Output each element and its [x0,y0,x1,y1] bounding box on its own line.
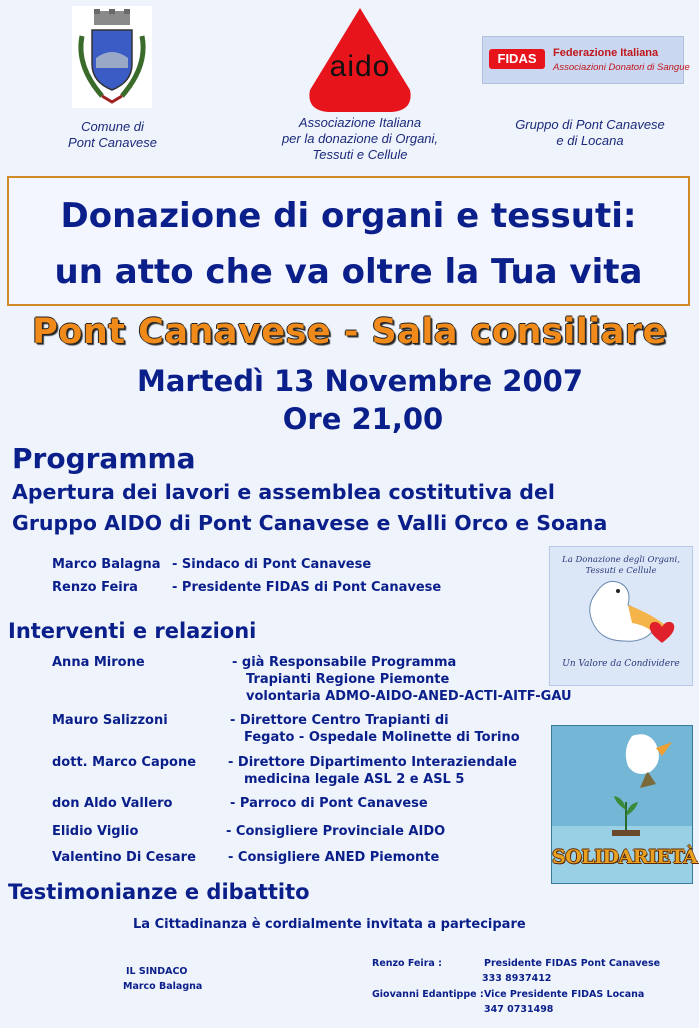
invito-text: La Cittadinanza è cordialmente invitata a partecipare [133,917,526,932]
org-left-line2: Pont Canavese [68,135,157,150]
speaker-role2-0: Trapianti Regione Piemonte [246,672,450,687]
event-time: Ore 21,00 [282,402,444,436]
programma-line2: Gruppo AIDO di Pont Canavese e Valli Orco e Soana [12,511,608,535]
fidas-badge: FIDAS [489,49,545,69]
org-right-line2: e di Locana [556,133,624,148]
crest-icon [72,6,152,108]
programma-heading: Programma [12,442,196,475]
opening-name-0: Marco Balagna [52,557,161,572]
speaker-role2-2: medicina legale ASL 2 e ASL 5 [244,772,465,787]
speaker-name-3: don Aldo Vallero [52,796,173,811]
poster-solidarieta [551,725,698,884]
sindaco-name: Marco Balagna [123,981,203,992]
speaker-role1-5: - Consigliere ANED Piemonte [228,850,440,865]
speaker-name-4: Elidio Viglio [52,824,139,839]
fidas-logo [482,36,690,84]
aido-logo [306,6,414,114]
poster-solidarieta-text: SOLIDARIETÀ [552,846,698,868]
sindaco-title: IL SINDACO [126,966,188,977]
comune-crest [72,6,152,108]
org-center-line3: Tessuti e Cellule [312,147,408,162]
contact2-phone: 347 0731498 [484,1004,554,1015]
contact1-phone: 333 8937412 [482,973,552,984]
testimonianze-heading: Testimonianze e dibattito [8,880,310,904]
poster-donazione [549,546,693,686]
speaker-role1-1: - Direttore Centro Trapianti di [230,713,449,728]
event-date: Martedì 13 Novembre 2007 [136,364,584,398]
title-box [7,176,690,306]
programma-line1: Apertura dei lavori e assemblea costitutiva del [12,480,555,504]
fidas-line1: Federazione Italiana [553,47,659,59]
speaker-role1-3: - Parroco di Pont Canavese [230,796,428,811]
org-left-caption [40,119,185,151]
speaker-role1-0: - già Responsabile Programma [232,655,457,670]
speaker-name-0: Anna Mirone [52,655,145,670]
contact2-name: Giovanni Edantippe : [372,989,484,1000]
opening-role-0: - Sindaco di Pont Canavese [172,557,372,572]
org-right-caption [490,117,690,149]
title-line2: un atto che va oltre la Tua vita [54,252,643,292]
opening-role-1: - Presidente FIDAS di Pont Canavese [172,580,442,595]
title-line1: Donazione di organi e tessuti: [60,196,637,236]
venue-heading: Pont Canavese - Sala consiliare [32,312,667,352]
speaker-role3-0: volontaria ADMO-AIDO-ANED-ACTI-AITF-GAU [246,689,572,704]
org-left-line1: Comune di [81,119,144,134]
interventi-heading: Interventi e relazioni [8,619,257,643]
contact1-role: Presidente FIDAS Pont Canavese [484,958,661,969]
opening-name-1: Renzo Feira [52,580,138,595]
aido-logo-text: aido [329,50,391,83]
org-center-caption [245,115,475,163]
org-right-line1: Gruppo di Pont Canavese [515,117,665,132]
poster-donazione-text1: La Donazione degli Organi, Tessuti e Cellule [562,555,680,576]
speaker-name-1: Mauro Salizzoni [52,713,168,728]
speaker-role2-1: Fegato - Ospedale Molinette di Torino [244,730,520,745]
contact2-role: Vice Presidente FIDAS Locana [484,989,645,1000]
speaker-role1-2: - Direttore Dipartimento Interaziendale [228,755,517,770]
speaker-name-2: dott. Marco Capone [52,755,197,770]
contact1-name: Renzo Feira : [372,958,442,969]
poster-donazione-text2: Un Valore da Condividere [562,659,680,669]
org-center-line1: Associazione Italiana [298,115,422,130]
fidas-line2: Associazioni Donatori di Sangue [553,62,690,73]
speaker-name-5: Valentino Di Cesare [52,850,196,865]
org-center-line2: per la donazione di Organi, [281,131,439,146]
speaker-role1-4: - Consigliere Provinciale AIDO [226,824,446,839]
